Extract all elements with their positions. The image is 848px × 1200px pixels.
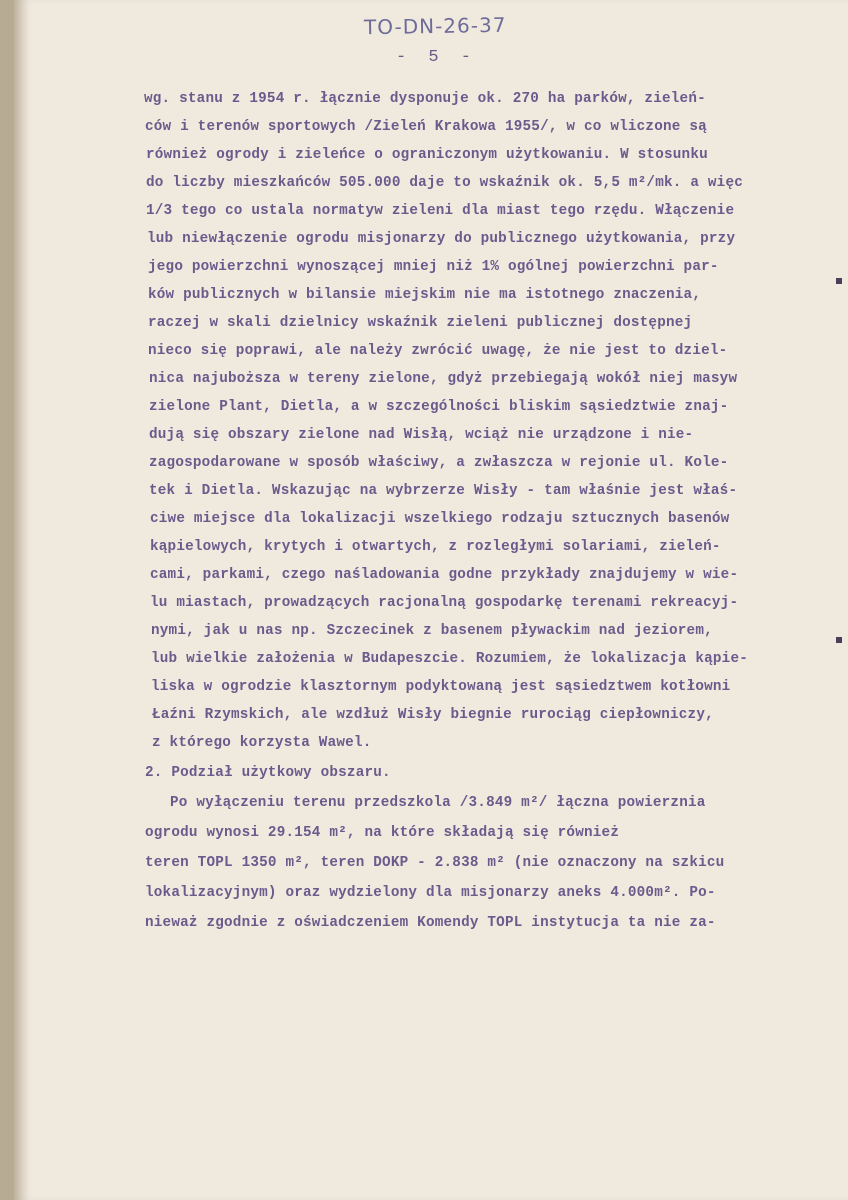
text-line: zagospodarowane w sposób właściwy, a zwłaszcza w rejonie ul. Kole-: [149, 455, 729, 471]
text-line: ców i terenów sportowych /Zieleń Krakowa 1955/, w co wliczone są: [145, 119, 707, 135]
page-number: - 5 -: [396, 48, 478, 67]
text-line: ogrodu wynosi 29.154 m², na które składają się również: [145, 825, 620, 841]
document-page: [14, 0, 848, 1200]
text-line: nymi, jak u nas np. Szczecinek z basenem pływackim nad jeziorem,: [151, 623, 713, 639]
margin-mark: [836, 637, 842, 643]
text-line: zielone Plant, Dietla, a w szczególności bliskim sąsiedztwie znaj-: [149, 399, 729, 415]
text-line: ciwe miejsce dla lokalizacji wszelkiego rodzaju sztucznych basenów: [150, 511, 730, 527]
text-line: Po wyłączeniu terenu przedszkola /3.849 m²/ łączna powierznia: [170, 795, 706, 811]
text-line: kąpielowych, krytych i otwartych, z rozległymi solariami, zieleń-: [150, 539, 721, 555]
text-line: tek i Dietla. Wskazując na wybrzerze Wisły - tam właśnie jest właś-: [149, 483, 738, 499]
text-line: z którego korzysta Wawel.: [152, 735, 372, 751]
text-line: teren TOPL 1350 m², teren DOKP - 2.838 m² (nie oznaczony na szkicu: [145, 855, 725, 871]
text-line: do liczby mieszkańców 505.000 daje to wskaźnik ok. 5,5 m²/mk. a więc: [146, 175, 744, 191]
text-line: lokalizacyjnym) oraz wydzielony dla misjonarzy aneks 4.000m². Po-: [145, 885, 716, 901]
section-heading: 2. Podział użytkowy obszaru.: [145, 765, 391, 781]
text-line: nica najuboższa w tereny zielone, gdyż przebiegają wokół niej masyw: [149, 371, 738, 387]
text-line: nieco się poprawi, ale należy zwrócić uwagę, że nie jest to dziel-: [148, 343, 728, 359]
text-line: lub niewłączenie ogrodu misjonarzy do publicznego użytkowania, przy: [147, 231, 736, 247]
text-line: również ogrody i zieleńce o ograniczonym użytkowaniu. W stosunku: [146, 147, 708, 163]
text-line: cami, parkami, czego naśladowania godne przykłady znajdujemy w wie-: [150, 567, 739, 583]
archive-reference: TO-DN-26-37: [363, 12, 507, 40]
text-line: liska w ogrodzie klasztornym podyktowaną jest sąsiedztwem kotłowni: [151, 679, 731, 695]
text-line: lu miastach, prowadzących racjonalną gospodarkę terenami rekreacyj-: [150, 595, 739, 611]
text-line: jego powierzchni wynoszącej mniej niż 1% ogólnej powierzchni par-: [148, 259, 719, 275]
text-line: nieważ zgodnie z oświadczeniem Komendy TOPL instytucja ta nie za-: [145, 915, 716, 931]
text-line: ków publicznych w bilansie miejskim nie ma istotnego znaczenia,: [148, 287, 702, 303]
text-line: 1/3 tego co ustala normatyw zieleni dla miast tego rzędu. Włączenie: [146, 203, 735, 219]
text-line: Łaźni Rzymskich, ale wzdłuż Wisły biegnie rurociąg ciepłowniczy,: [152, 707, 714, 723]
text-line: lub wielkie założenia w Budapeszcie. Rozumiem, że lokalizacja kąpie-: [151, 651, 749, 667]
text-line: wg. stanu z 1954 r. łącznie dysponuje ok. 270 ha parków, zieleń-: [144, 91, 706, 107]
margin-mark: [836, 278, 842, 284]
text-line: dują się obszary zielone nad Wisłą, wciąż nie urządzone i nie-: [149, 427, 694, 443]
text-line: raczej w skali dzielnicy wskaźnik zieleni publicznej dostępnej: [148, 315, 693, 331]
